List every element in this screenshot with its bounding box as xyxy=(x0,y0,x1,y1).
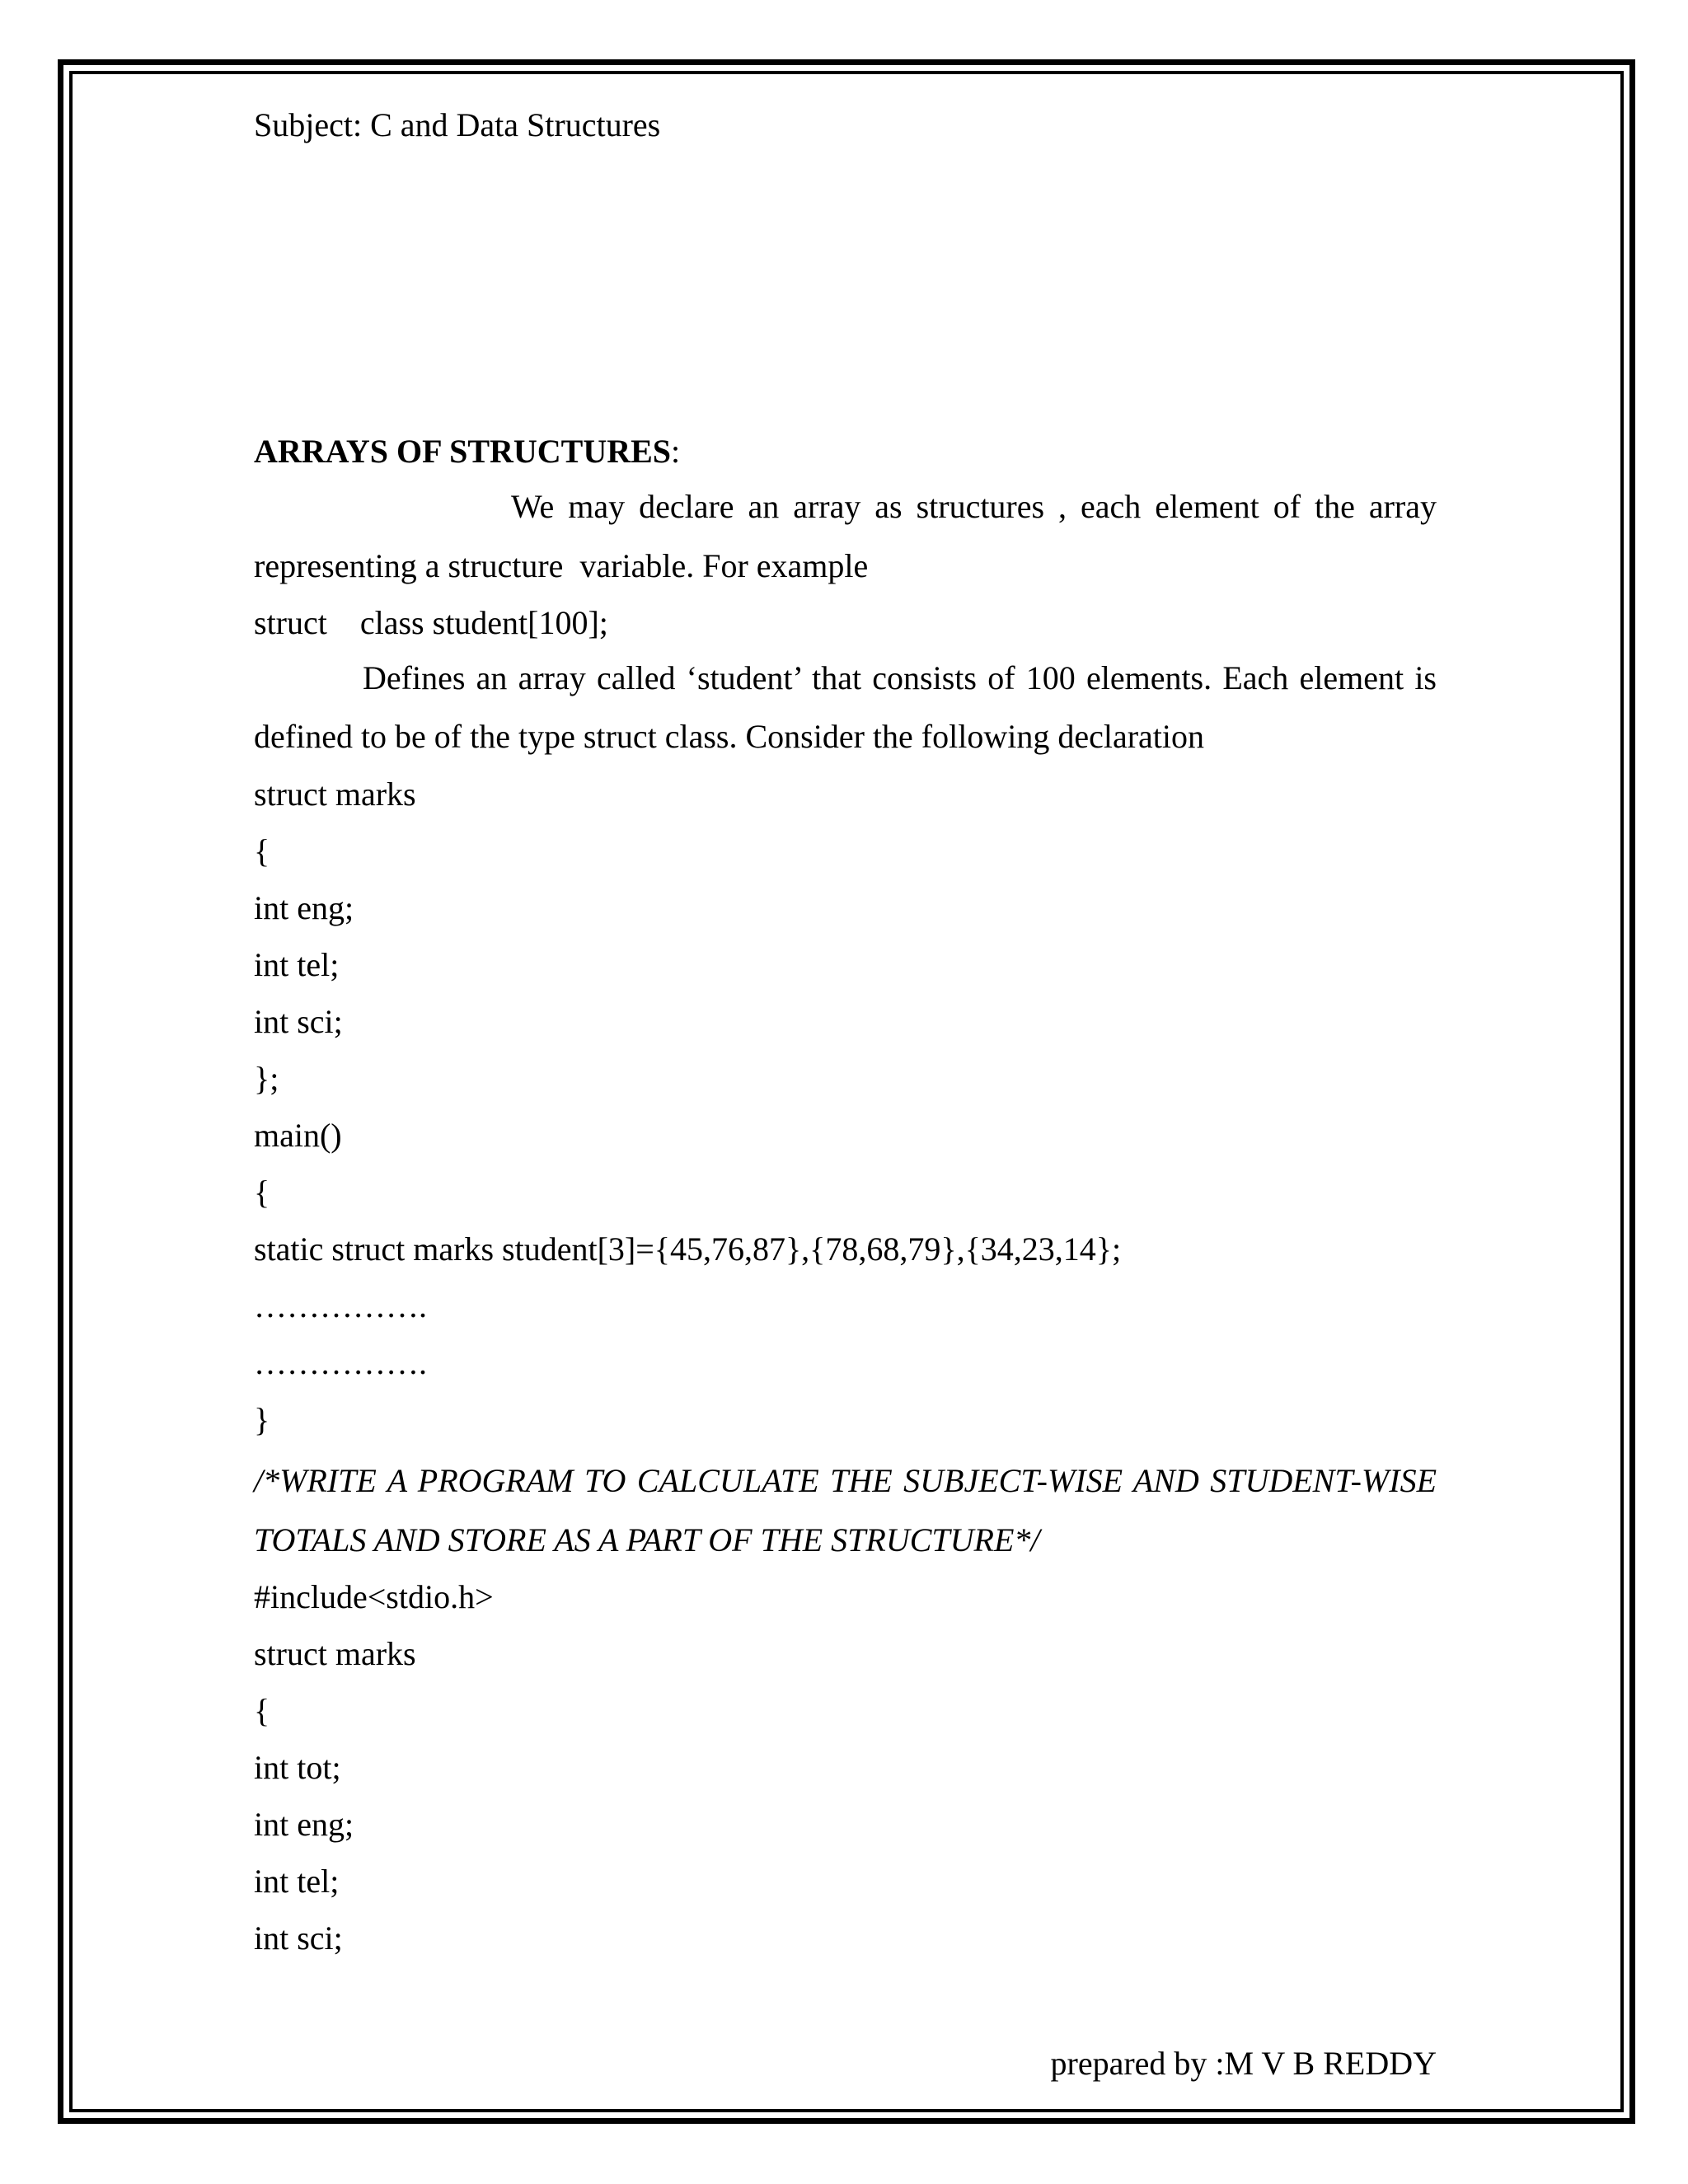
code-line: { xyxy=(254,1174,270,1211)
code-line: int sci; xyxy=(254,1919,343,1957)
para1-line2: representing a structure variable. For example xyxy=(254,547,869,584)
comment-line1: /*WRITE A PROGRAM TO CALCULATE THE SUBJECT-WISE AND STUDENT-WISE xyxy=(254,1462,1437,1499)
code-line: int eng; xyxy=(254,889,354,926)
code-line: int tel; xyxy=(254,946,340,983)
code-line: }; xyxy=(254,1060,279,1097)
code-line: ……………. xyxy=(254,1287,427,1324)
code-line: struct marks xyxy=(254,1635,416,1672)
code-line: main() xyxy=(254,1117,342,1154)
subject-header: Subject: C and Data Structures xyxy=(254,106,661,143)
example-declaration: struct class student[100]; xyxy=(254,604,608,641)
section-heading-colon: : xyxy=(671,433,681,470)
prepared-by-footer: prepared by :M V B REDDY xyxy=(1050,2045,1437,2082)
code-line: #include<stdio.h> xyxy=(254,1578,494,1615)
section-heading xyxy=(254,432,680,471)
code-line: } xyxy=(254,1401,270,1438)
code-line: { xyxy=(254,832,270,869)
code-line: struct marks xyxy=(254,776,416,813)
code-line: static struct marks student[3]={45,76,87},{78,68,79},{34,23,14}; xyxy=(254,1230,1122,1268)
code-line: int tel; xyxy=(254,1863,340,1900)
para2-line2: defined to be of the type struct class. Consider the following declaration xyxy=(254,718,1205,755)
section-heading-title: ARRAYS OF STRUCTURES xyxy=(254,433,672,470)
code-line: int eng; xyxy=(254,1806,354,1843)
code-line: int sci; xyxy=(254,1003,343,1040)
para1-line1: We may declare an array as structures , each element of the array xyxy=(511,488,1437,525)
comment-line2: TOTALS AND STORE AS A PART OF THE STRUCTURE*/ xyxy=(254,1521,1040,1558)
code-line: int tot; xyxy=(254,1749,341,1786)
para2-line1: Defines an array called ‘student’ that consists of 100 elements. Each element is xyxy=(363,659,1437,696)
code-line: { xyxy=(254,1692,270,1729)
code-line: ……………. xyxy=(254,1344,427,1381)
